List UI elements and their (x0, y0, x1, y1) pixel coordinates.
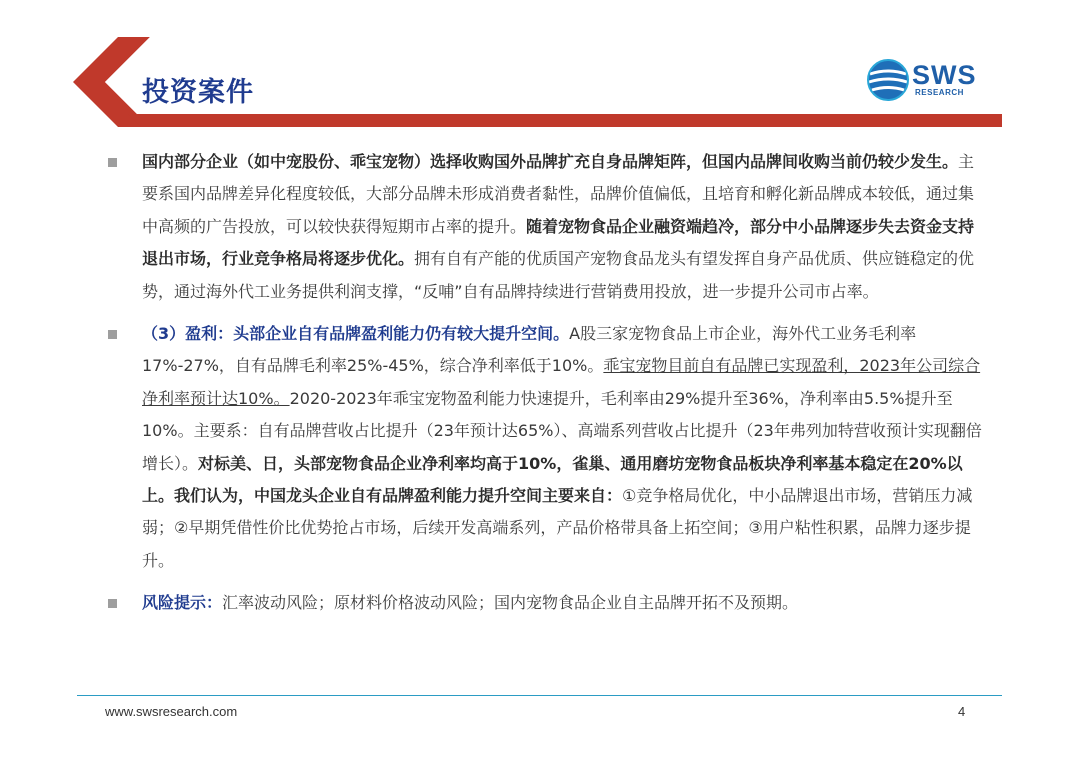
bullet-text: ①竞争格局优化，中小品牌退出市场，营销压力减弱；②早期凭借性价比优势抢占市场，后续开发高端系列，产品价格带具备上拓空间；③用户粘性积累，品牌力逐步提升。 (142, 486, 973, 570)
page-title: 投资案件 (142, 77, 254, 108)
bullet-heading: 风险提示： (142, 593, 223, 613)
banner-bottom-bar (128, 114, 855, 127)
bullet-text: 主要系国内品牌差异化程度较低，大部分品牌未形成消费者黏性，品牌价值偏低，且培育和孵化新品牌成本较低，通过集中高频的广告投放，可以较快获得短期市占率的提升。 (142, 152, 975, 236)
globe-icon (866, 58, 910, 102)
bullet-text: 拥有自有产能的优质国产宠物食品龙头有望发挥自身产品优质、供应链稳定的优势，通过海外代工业务提供利润支撑，“反哺”自有品牌持续进行营销费用投放，进一步提升公司市占率。 (142, 249, 975, 301)
sws-logo (866, 58, 986, 106)
bullet-text-bold: 国内部分企业（如中宠股份、乖宝宠物）选择收购国外品牌扩充自身品牌矩阵，但国内品牌间收购当前仍较少发生。 (142, 152, 959, 171)
content-body (106, 146, 986, 630)
bullet-profitability (106, 318, 986, 577)
footer-url: www.swsresearch.com (105, 704, 238, 719)
bullet-text-underlined: 乖宝宠物目前自有品牌已实现盈利，2023年公司综合净利率预计达10%。 (142, 356, 981, 408)
banner-underline-bar (855, 114, 1002, 127)
bullet-competition (106, 146, 986, 308)
footer-divider (77, 695, 1002, 696)
square-bullet-icon (108, 330, 117, 339)
square-bullet-icon (108, 158, 117, 167)
square-bullet-icon (108, 599, 117, 608)
logo-name: SWS (912, 60, 977, 90)
bullet-risk (106, 587, 986, 619)
bullet-heading: （3）盈利：头部企业自有品牌盈利能力仍有较大提升空间。 (142, 324, 570, 344)
bullet-text: 2020-2023年乖宝宠物盈利能力快速提升，毛利率由29%提升至36%，净利率由5.5%提升至10%。主要系：自有品牌营收占比提升（23年预计达65%）、高端系列营收占比提升（23年弗列加特营收预计实现翻倍增长）。 (142, 388, 982, 473)
bullet-text-bold: 对标美、日，头部宠物食品企业净利率均高于10%，雀巢、通用磨坊宠物食品板块净利率基本稳定在20%以上。我们认为，中国龙头企业自有品牌盈利能力提升空间主要来自： (142, 453, 963, 506)
bullet-text-bold: 随着宠物食品企业融资端趋冷，部分中小品牌逐步失去资金支持退出市场，行业竞争格局将逐步优化。 (142, 216, 975, 269)
bullet-text: A股三家宠物食品上市企业，海外代工业务毛利率17%-27%，自有品牌毛利率25%-45%，综合净利率低于10%。 (142, 324, 917, 376)
bullet-text: 汇率波动风险；原材料价格波动风险；国内宠物食品企业自主品牌开拓不及预期。 (222, 593, 799, 613)
page-number: 4 (958, 704, 966, 719)
logo-subtitle: RESEARCH (915, 88, 964, 97)
